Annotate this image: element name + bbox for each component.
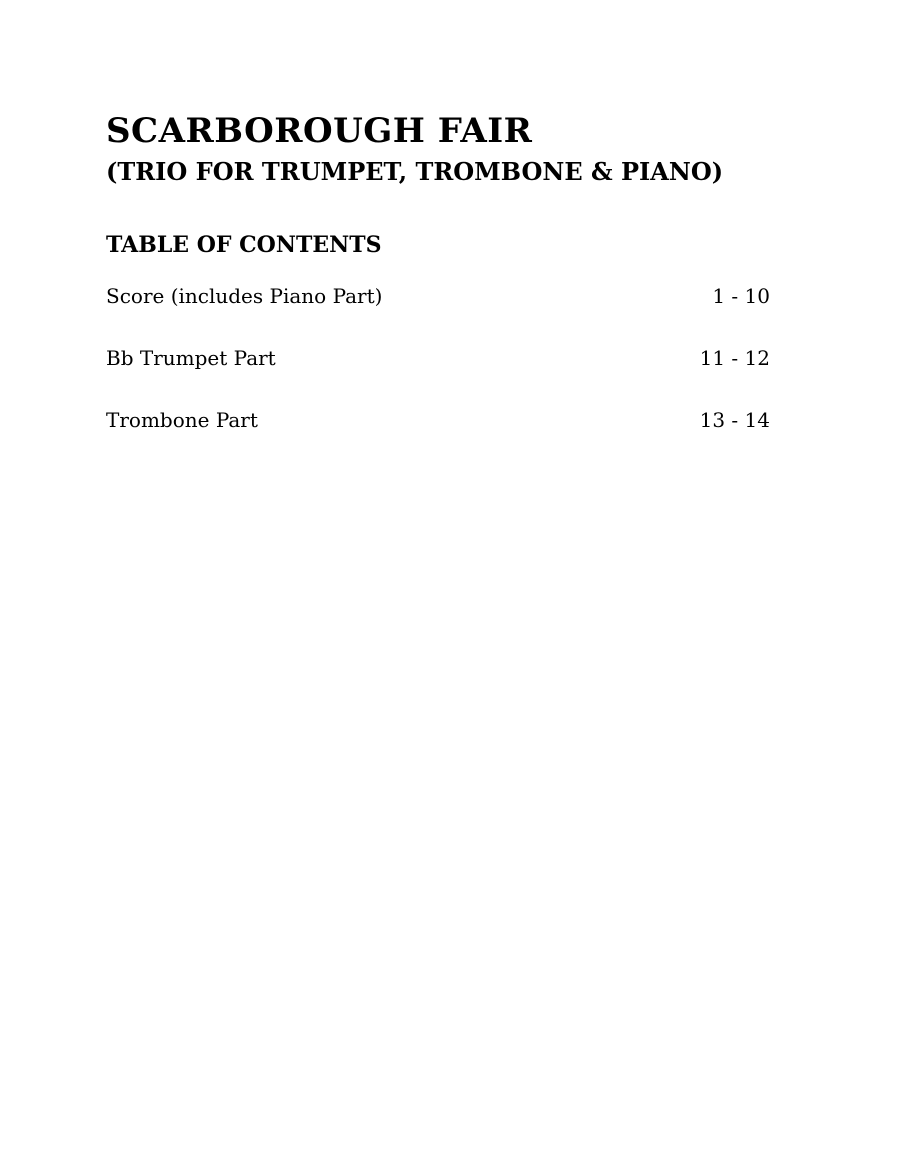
- toc-entry-label: Bb Trumpet Part: [106, 346, 276, 370]
- toc-heading: TABLE OF CONTENTS: [106, 232, 382, 258]
- toc-entry-pages: 1 - 10: [712, 284, 770, 308]
- toc-entry-label: Score (includes Piano Part): [106, 284, 383, 308]
- toc-entry-label: Trombone Part: [106, 408, 258, 432]
- toc-entry-trombone: [106, 406, 770, 468]
- toc-entry-score: [106, 282, 770, 344]
- document-subtitle: (TRIO FOR TRUMPET, TROMBONE & PIANO): [106, 157, 724, 186]
- toc-entry-pages: 11 - 12: [699, 346, 770, 370]
- toc-entry-trumpet: [106, 344, 770, 406]
- toc-entry-pages: 13 - 14: [699, 408, 770, 432]
- document-title: SCARBOROUGH FAIR: [106, 111, 533, 151]
- toc-list: [106, 282, 770, 468]
